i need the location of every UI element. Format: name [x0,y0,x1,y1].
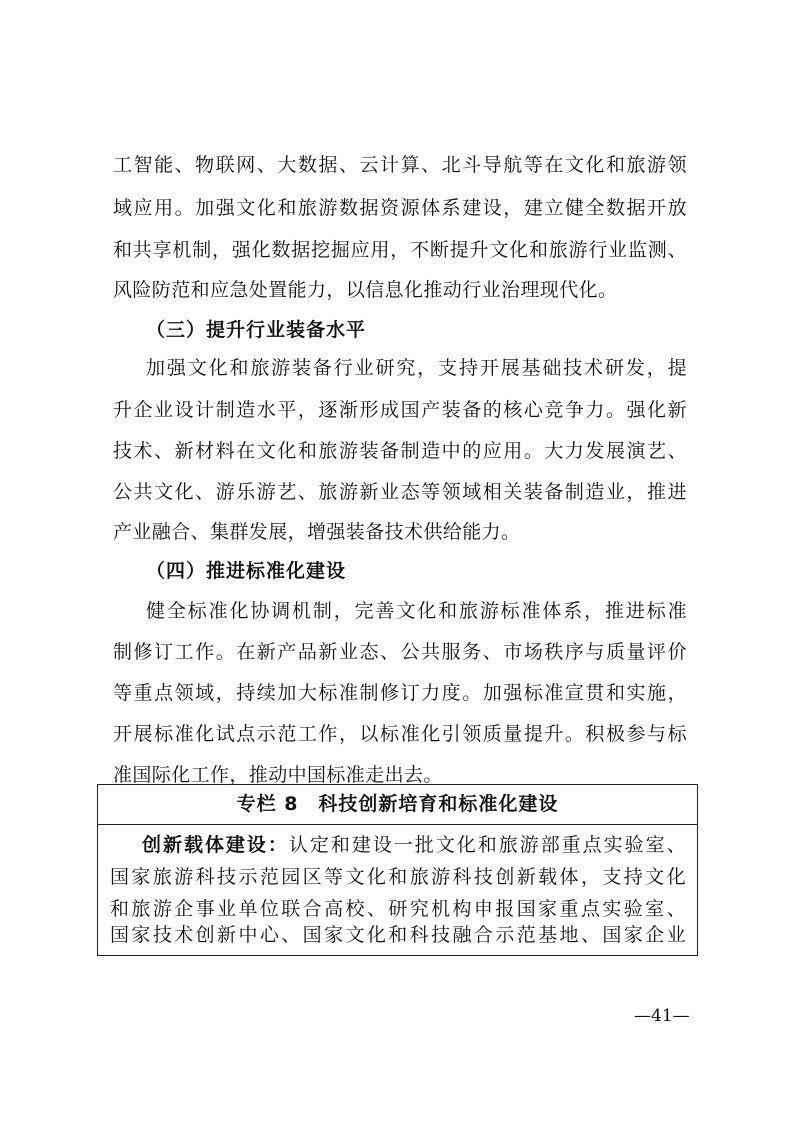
section-heading: （四）推进标准化建设 [146,560,347,582]
text-line: 开展标准化试点示范工作，以标准化引领质量提升。积极参与标 [113,723,687,745]
text-line: 健全标准化协调机制，完善文化和旅游标准体系，推进标准 [146,600,687,622]
text-line: 准国际化工作，推动中国标准走出去。 [113,764,443,786]
text-line: 制修订工作。在新产品新业态、公共服务、市场秩序与质量评价 [113,641,687,663]
box-text: 认定和建设一批文化和旅游部重点实验室、 [288,834,686,856]
box-text-line: 国家技术创新中心、国家文化和科技融合示范基地、国家企业 [110,924,686,946]
box-text-line: 和旅游企事业单位联合高校、研究机构申报国家重点实验室、 [110,898,686,920]
text-line: 升企业设计制造水平，逐渐形成国产装备的核心竞争力。强化新 [113,399,687,421]
box-text-line [142,831,686,859]
box-label: 创新载体建设： [142,834,289,856]
box-text-line: 国家旅游科技示范园区等文化和旅游科技创新载体，支持文化 [110,866,686,888]
section-heading: （三）提升行业装备水平 [146,319,367,341]
text-line: 公共文化、游乐游艺、旅游新业态等领域相关装备制造业，推进 [113,481,687,503]
text-line: 工智能、物联网、大数据、云计算、北斗导航等在文化和旅游领 [113,154,687,176]
text-line: 等重点领域，持续加大标准制修订力度。加强标准宣贯和实施， [113,682,687,704]
column-box-title: 专栏 8 科技创新培育和标准化建设 [98,785,697,825]
text-line: 和共享机制，强化数据挖掘应用，不断提升文化和旅游行业监测、 [113,239,687,261]
text-line: 产业融合、集群发展，增强装备技术供给能力。 [113,521,521,543]
column-box [97,784,698,956]
text-line: 风险防范和应急处置能力，以信息化推动行业治理现代化。 [113,279,618,301]
text-line: 域应用。加强文化和旅游数据资源体系建设，建立健全数据开放 [113,197,687,219]
text-line: 技术、新材料在文化和旅游装备制造中的应用。大力发展演艺、 [113,440,687,462]
text-line: 加强文化和旅游装备行业研究，支持开展基础技术研发，提 [146,357,687,379]
page-number: —41— [634,1006,690,1026]
